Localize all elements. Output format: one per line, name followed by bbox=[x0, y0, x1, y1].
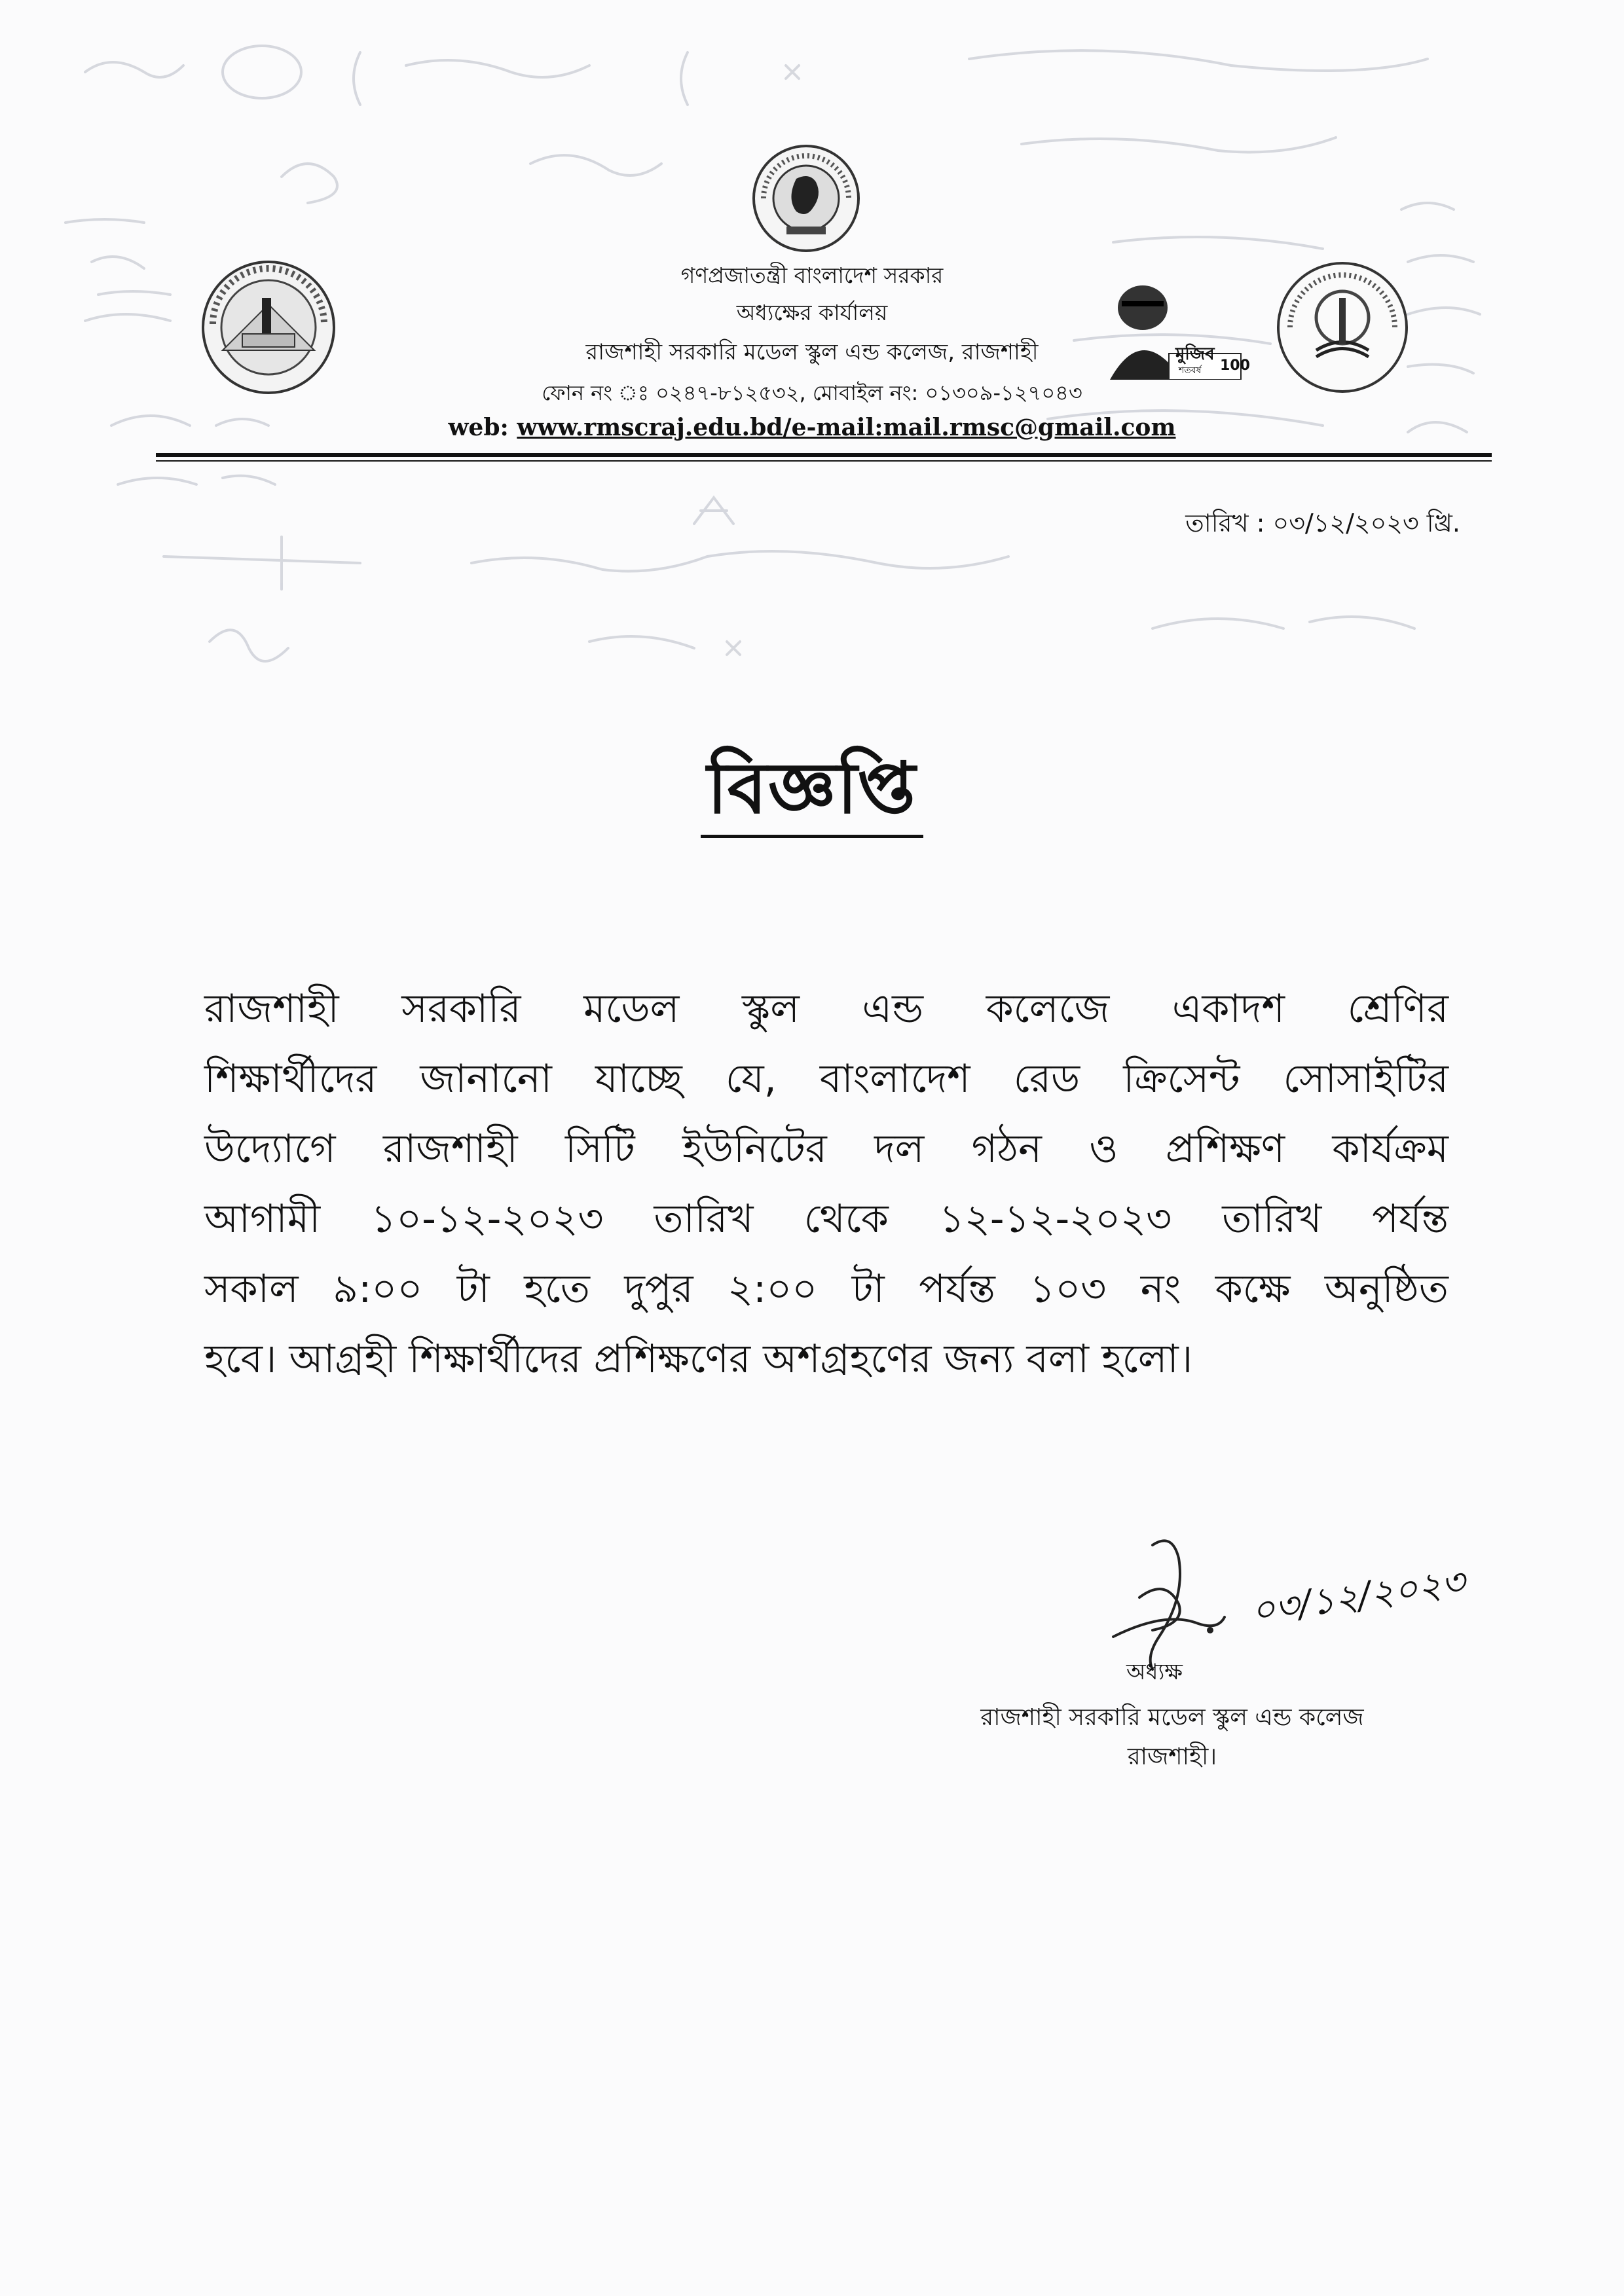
body-word: পর্যন্ত bbox=[919, 1266, 995, 1312]
mujib-text: মুজিব bbox=[1175, 344, 1215, 364]
header-divider-thin bbox=[156, 460, 1492, 462]
body-word: রেড bbox=[1013, 1056, 1080, 1102]
signatory-designation: অধ্যক্ষ bbox=[1126, 1659, 1183, 1685]
notice-title bbox=[0, 733, 1624, 852]
body-word: সিটি bbox=[565, 1126, 635, 1172]
notice-date: তারিখ : ০৩/১২/২০২৩ খ্রি. bbox=[1185, 509, 1460, 538]
body-word: দুপুর bbox=[624, 1266, 693, 1312]
body-word: রাজশাহী bbox=[204, 986, 339, 1032]
phone-numbers: ফোন নং ঃ ০২৪৭-৮১২৫৩২, মোবাইল নং: ০১৩০৯-১২৭০৪৩ bbox=[542, 380, 1082, 405]
body-word: উদ্যোগে bbox=[204, 1126, 336, 1172]
body-word: পর্যন্ত bbox=[1372, 1196, 1449, 1242]
body-word: ১০৩ bbox=[1029, 1266, 1107, 1312]
header-divider bbox=[156, 453, 1492, 457]
body-word: তারিখ bbox=[654, 1196, 754, 1242]
body-word: যাচ্ছে bbox=[595, 1056, 682, 1102]
body-word: প্রশিক্ষণ bbox=[1165, 1126, 1285, 1172]
body-word: অনুষ্ঠিত bbox=[1324, 1266, 1449, 1312]
body-word: ৯:০০ bbox=[333, 1266, 423, 1312]
body-word: কলেজে bbox=[986, 986, 1110, 1032]
body-last-line: হবে। আগ্রহী শিক্ষার্থীদের প্রশিক্ষণের অশগ্রহণের জন্য বলা হলো। bbox=[204, 1336, 1193, 1382]
body-word: ইউনিটের bbox=[682, 1126, 827, 1172]
body-word: টা bbox=[851, 1266, 885, 1312]
body-line bbox=[204, 1189, 1449, 1254]
body-word: আগামী bbox=[204, 1196, 321, 1242]
body-word: কক্ষে bbox=[1215, 1266, 1291, 1312]
body-word: টা bbox=[456, 1266, 490, 1312]
body-line bbox=[204, 1049, 1449, 1114]
mujib-num: 100 bbox=[1220, 357, 1250, 374]
body-word: শিক্ষার্থীদের bbox=[204, 1056, 377, 1102]
signatory-institution: রাজশাহী সরকারি মডেল স্কুল এন্ড কলেজ bbox=[980, 1704, 1364, 1731]
body-word: গঠন bbox=[971, 1126, 1042, 1172]
body-line bbox=[204, 1119, 1449, 1184]
signatory-city: রাজশাহী। bbox=[1127, 1743, 1217, 1770]
body-word: তারিখ bbox=[1222, 1196, 1322, 1242]
body-word: ও bbox=[1089, 1126, 1118, 1172]
body-word: সকাল bbox=[204, 1266, 299, 1312]
body-word: স্কুল bbox=[741, 986, 800, 1032]
web-label: web: bbox=[448, 414, 517, 441]
body-word: ক্রিসেন্ট bbox=[1123, 1056, 1240, 1102]
body-word: কার্যক্রম bbox=[1332, 1126, 1449, 1172]
body-word: সরকারি bbox=[401, 986, 521, 1032]
web-email-line bbox=[406, 414, 1218, 441]
school-logo bbox=[196, 259, 341, 396]
body-word: ২:০০ bbox=[728, 1266, 818, 1312]
notice-title-text: বিজ্ঞপ্তি bbox=[701, 748, 923, 838]
body-word: সোসাইটির bbox=[1283, 1056, 1449, 1102]
office-name: অধ্যক্ষের কার্যালয় bbox=[736, 300, 888, 325]
body-word: থেকে bbox=[803, 1196, 889, 1242]
body-word: ১২-১২-২০২৩ bbox=[938, 1196, 1172, 1242]
body-word: শ্রেণির bbox=[1347, 986, 1449, 1032]
government-name: গণপ্রজাতন্ত্রী বাংলাদেশ সরকার bbox=[680, 263, 944, 288]
body-word: হতে bbox=[524, 1266, 590, 1312]
body-line bbox=[204, 979, 1449, 1044]
government-seal bbox=[750, 143, 862, 254]
signature-date: ০৩/১২/২০২৩ bbox=[1248, 1560, 1468, 1633]
body-word: নং bbox=[1140, 1266, 1181, 1312]
body-word: মডেল bbox=[583, 986, 680, 1032]
body-word: জানানো bbox=[420, 1056, 552, 1102]
mujib-sub: শতবর্ষ bbox=[1179, 365, 1202, 376]
body-word: বাংলাদেশ bbox=[819, 1056, 970, 1102]
body-word: এন্ড bbox=[862, 986, 924, 1032]
institution-name: রাজশাহী সরকারি মডেল স্কুল এন্ড কলেজ, রাজশাহী bbox=[585, 339, 1039, 365]
web-email-link[interactable]: www.rmscraj.edu.bd/e-mail:mail.rmsc@gmail.com bbox=[517, 414, 1176, 441]
body-word: ১০-১২-২০২৩ bbox=[371, 1196, 604, 1242]
body-word: দল bbox=[874, 1126, 925, 1172]
education-emblem bbox=[1274, 259, 1411, 396]
body-word: রাজশাহী bbox=[382, 1126, 518, 1172]
body-word: যে, bbox=[725, 1056, 777, 1102]
body-line bbox=[204, 1259, 1449, 1324]
body-word: একাদশ bbox=[1172, 986, 1285, 1032]
